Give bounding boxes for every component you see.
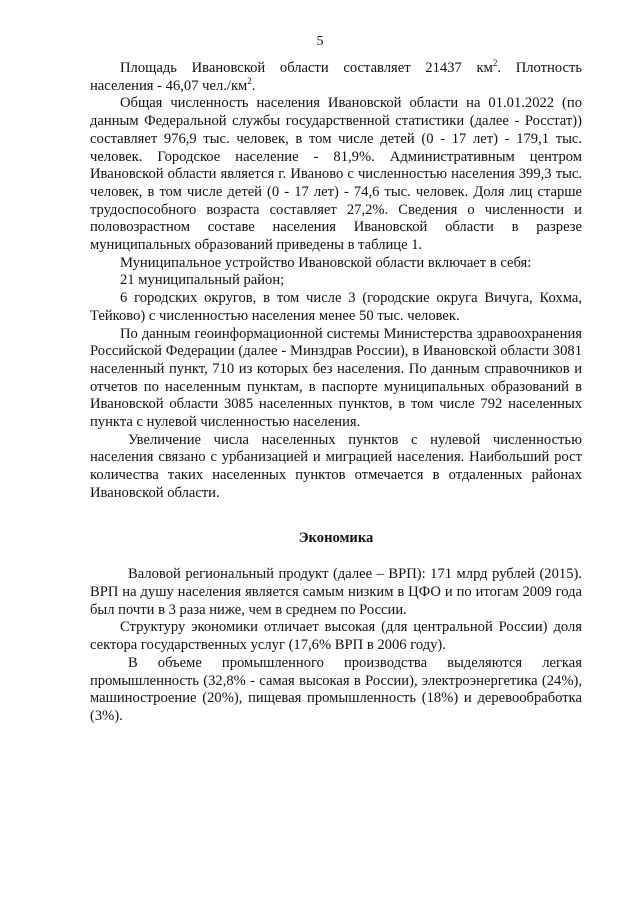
paragraph-districts: 21 муниципальный район; (120, 272, 285, 289)
paragraph-municipal-structure: Муниципальное устройство Ивановской области включает в себя: (120, 254, 532, 271)
paragraph-population: Общая численность населения Ивановской области на 01.01.2022 (по данным Федеральной службы государственной статистики (далее - Росстат)) составляет 976,9 тыс. человек, в том числе детей (0 - 17 лет) - 179,1 тыс. человек. Городское население - 81,9%. Административным центром Ивановской области является г. Иваново с численностью населения 399,3 тыс. человек, в том числе детей (0 - 17 лет) - 74,6 тыс. человек. Доля лиц старше трудоспособного возраста составляет 27,2%. Сведения о численности и половозрастном составе населения Ивановской области в разрезе муниципальных образований приведены в таблице 1. (90, 95, 582, 254)
paragraph-urbanization: Увеличение числа населенных пунктов с нулевой численностью населения связано с урбанизацией и миграцией населения. Наибольший рост количества таких населенных пунктов отмечается в отдаленных районах Ивановской области. (90, 431, 582, 501)
paragraph-industry: В объеме промышленного производства выделяются легкая промышленность (32,8% - самая высокая в России), электроэнергетика (24%), машиностроение (20%), пищевая промышленность (18%) и деревообработка (3%). (90, 654, 582, 724)
area-unit-superscript: 2 (492, 58, 498, 69)
page-number: 5 (316, 34, 324, 49)
paragraph-economy-structure: Структуру экономики отличает высокая (для центральной России) доля сектора государственных услуг (17,6% ВРП в 2006 году). (90, 619, 582, 654)
paragraph-urban-okrugs: 6 городских округов, в том числе 3 (городские округа Вичуга, Кохма, Тейково) с численностью населения менее 50 тыс. человек. (90, 290, 582, 324)
density-unit-superscript: 2 (247, 75, 252, 86)
density-text: . Плотность населения - 46,07 чел./км (90, 60, 582, 94)
density-end: . (251, 77, 256, 94)
area-text: Площадь Ивановской области составляет 21437 км (120, 60, 493, 76)
section-heading-economy: Экономика (298, 529, 374, 546)
paragraph-grp: Валовой региональный продукт (далее – ВРП): 171 млрд рублей (2015). ВРП на душу населения является самым низким в ЦФО и по итогам 2009 года был почти в 3 раза ниже, чем в среднем по России. (90, 566, 582, 618)
paragraph-settlements: По данным геоинформационной системы Министерства здравоохранения Российской Федерации (далее - Минздрав России), в Ивановской области 3081 населенный пункт, 710 из которых без населения. По данным справочников и отчетов по населенным пунктам, в паспорте муниципальных образований в Ивановской области 3085 населенных пунктов, в том числе 792 населенных пункта с нулевой численностью населения. (90, 325, 582, 431)
document-body (90, 60, 582, 726)
paragraph-area-density (90, 60, 582, 95)
